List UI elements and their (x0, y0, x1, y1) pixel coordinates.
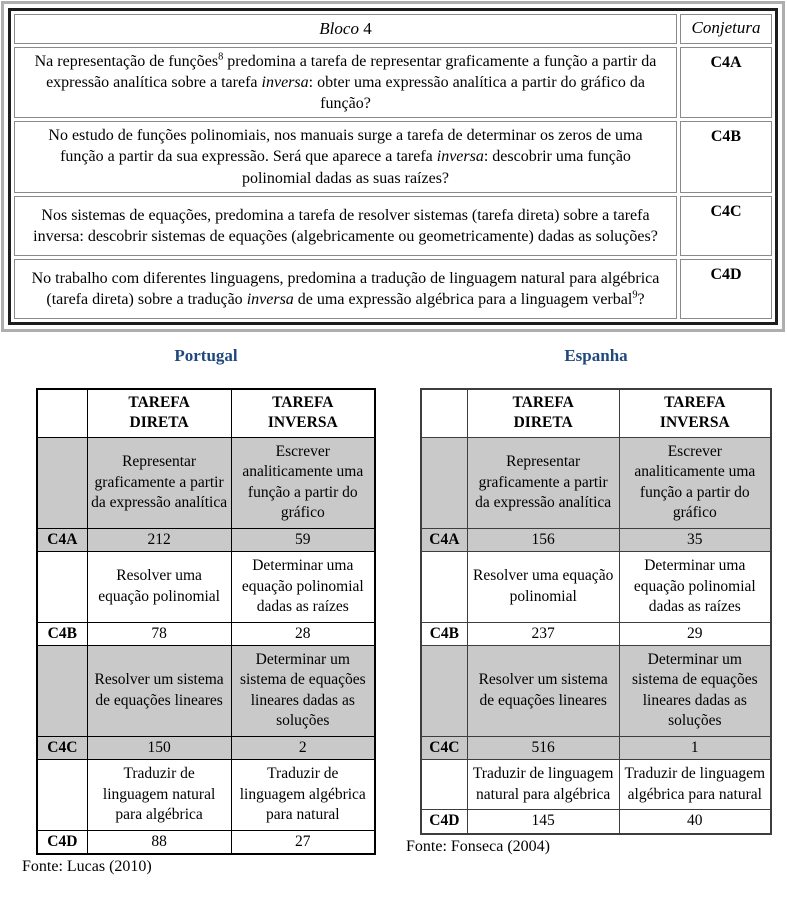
value-row-c4b (421, 622, 771, 645)
empty-label-cell (37, 645, 87, 736)
inversa-desc: Determinar uma equação polinomial dadas as raízes (619, 552, 771, 622)
inversa-value: 2 (231, 736, 375, 759)
question-c4b: No estudo de funções polinomiais, nos manuais surge a tarefa de determinar os zeros de uma função a partir da sua expressão. Será que aparece a tarefa inversa: descobrir uma função polinomial dadas as suas raízes? (14, 121, 677, 192)
desc-row-c4c (421, 645, 771, 736)
conjetura-c4b-cell (680, 121, 772, 192)
inversa-desc: Escrever analiticamente uma função a partir do gráfico (619, 437, 771, 528)
inversa-value: 59 (231, 528, 375, 551)
direta-value: 78 (87, 622, 231, 645)
direta-desc: Resolver um sistema de equações lineares (467, 645, 619, 736)
empty-label-cell (421, 645, 467, 736)
fonte-portugal: Fonte: Lucas (2010) (22, 858, 152, 876)
direta-value: 150 (87, 736, 231, 759)
tarefa-inversa-header: TAREFA INVERSA (231, 389, 375, 437)
direta-desc: Resolver um sistema de equações lineares (87, 645, 231, 736)
conjetura-header-label: Conjetura (691, 18, 761, 37)
row-code: C4A (421, 528, 467, 551)
direta-desc: Resolver uma equação polinomial (87, 552, 231, 622)
tarefa-direta-header: TAREFA DIRETA (467, 389, 619, 437)
direta-value: 88 (87, 830, 231, 854)
value-row-c4b (37, 622, 375, 645)
direta-value: 212 (87, 528, 231, 551)
desc-row-c4b (37, 552, 375, 622)
empty-label-cell (37, 552, 87, 622)
bloco4-row-c4b (14, 121, 772, 192)
inversa-value: 40 (619, 810, 771, 834)
tarefa-direta-header: TAREFA DIRETA (87, 389, 231, 437)
bloco4-title-italic: Bloco (319, 18, 359, 38)
direta-desc: Traduzir de linguagem natural para algébrica (87, 760, 231, 830)
value-row-c4c (37, 736, 375, 759)
value-row-c4d (421, 810, 771, 834)
conjetura-header-cell (680, 14, 772, 44)
conjetura-code: C4C (710, 202, 742, 220)
tarefa-inversa-header: TAREFA INVERSA (619, 389, 771, 437)
inversa-desc: Traduzir de linguagem algébrica para natural (231, 760, 375, 830)
conjetura-code: C4B (710, 128, 742, 146)
desc-row-c4a (421, 437, 771, 528)
direta-desc: Resolver uma equação polinomial (467, 552, 619, 622)
conjetura-c4a-cell (680, 47, 772, 118)
empty-label-cell (421, 760, 467, 810)
empty-label-cell (37, 760, 87, 830)
portugal-table (36, 388, 376, 855)
value-row-c4a (421, 528, 771, 551)
direta-value: 516 (467, 736, 619, 759)
table-header-row (421, 389, 771, 437)
conjetura-c4c-cell (680, 196, 772, 256)
corner-cell (421, 389, 467, 437)
empty-label-cell (421, 437, 467, 528)
bloco4-row-c4a (14, 47, 772, 118)
desc-row-c4c (37, 645, 375, 736)
conjetura-code: C4A (710, 54, 742, 71)
row-code: C4B (421, 622, 467, 645)
row-code: C4C (37, 736, 87, 759)
direta-desc: Traduzir de linguagem natural para algébrica (467, 760, 619, 810)
empty-label-cell (37, 437, 87, 528)
espanha-section (406, 346, 772, 856)
value-row-c4a (37, 528, 375, 551)
bloco4-frame (1, 1, 785, 332)
direta-desc: Representar graficamente a partir da expressão analítica (467, 437, 619, 528)
inversa-value: 29 (619, 622, 771, 645)
row-code: C4D (421, 810, 467, 834)
desc-row-c4d (421, 760, 771, 810)
inversa-value: 28 (231, 622, 375, 645)
inversa-value: 1 (619, 736, 771, 759)
direta-value: 156 (467, 528, 619, 551)
question-c4a: Na representação de funções$^8$ predomina a tarefa de representar graficamente a função a partir da expressão analítica sobre a tarefa inversa: obter uma expressão analítica a partir do gráfico da função? (14, 47, 677, 118)
portugal-section (22, 346, 376, 876)
direta-value: 237 (467, 622, 619, 645)
inversa-desc: Determinar um sistema de equações lineares dadas as soluções (619, 645, 771, 736)
bloco4-table (8, 8, 778, 325)
conjetura-c4d-cell (680, 259, 772, 319)
question-c4c: Nos sistemas de equações, predomina a tarefa de resolver sistemas (tarefa direta) sobre a tarefa inversa: descobrir sistemas de equações (algebricamente ou geometricamente) dadas as soluções? (14, 196, 677, 256)
espanha-title: Espanha (564, 346, 628, 365)
corner-cell (37, 389, 87, 437)
row-code: C4C (421, 736, 467, 759)
row-code: C4A (37, 528, 87, 551)
fonte-espanha: Fonte: Fonseca (2004) (406, 837, 550, 855)
direta-value: 145 (467, 810, 619, 834)
direta-desc: Representar graficamente a partir da expressão analítica (87, 437, 231, 528)
inversa-desc: Escrever analiticamente uma função a partir do gráfico (231, 437, 375, 528)
inversa-desc: Traduzir de linguagem algébrica para natural (619, 760, 771, 810)
bloco4-title-cell: Bloco 4 (14, 14, 677, 44)
inversa-value: 35 (619, 528, 771, 551)
bloco4-row-c4c (14, 196, 772, 256)
inversa-desc: Determinar um sistema de equações lineares dadas as soluções (231, 645, 375, 736)
espanha-table (420, 388, 772, 835)
desc-row-c4d (37, 760, 375, 830)
bloco4-row-c4d (14, 259, 772, 319)
conjetura-code: C4D (710, 265, 742, 283)
inversa-desc: Determinar uma equação polinomial dadas as raízes (231, 552, 375, 622)
desc-row-c4b (421, 552, 771, 622)
empty-label-cell (421, 552, 467, 622)
table-header-row (37, 389, 375, 437)
bloco4-header-row (14, 14, 772, 44)
question-c4d: No trabalho com diferentes linguagens, predomina a tradução de linguagem natural para algébrica (tarefa direta) sobre a tradução inversa de uma expressão algébrica para a linguagem verbal$^9$? (14, 259, 677, 319)
value-row-c4c (421, 736, 771, 759)
portugal-title: Portugal (174, 346, 238, 365)
row-code: C4D (37, 830, 87, 854)
desc-row-c4a (37, 437, 375, 528)
value-row-c4d (37, 830, 375, 854)
row-code: C4B (37, 622, 87, 645)
inversa-value: 27 (231, 830, 375, 854)
